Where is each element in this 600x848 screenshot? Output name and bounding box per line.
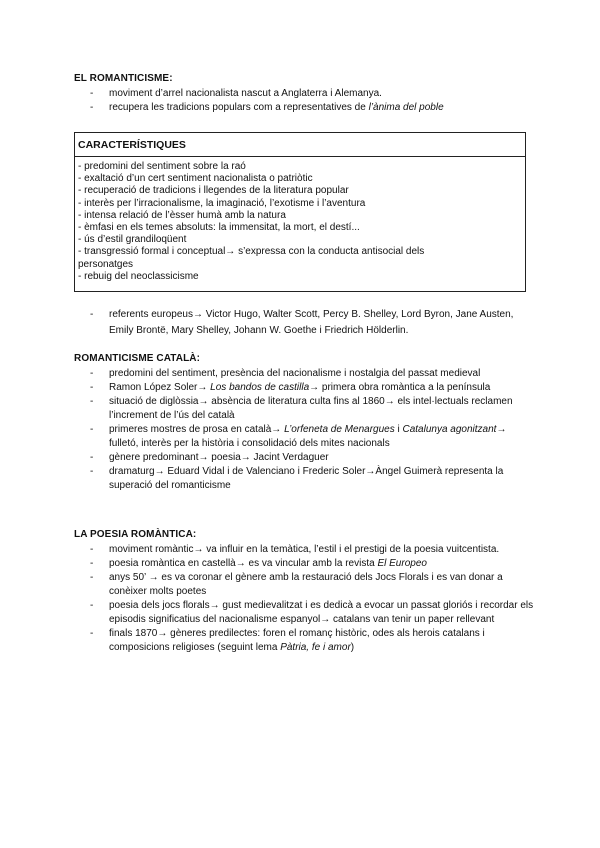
section-heading-catala: ROMANTICISME CATALÀ: [74, 353, 201, 364]
box-lines [75, 157, 525, 283]
list-item: - dramaturg→ Eduard Vidal i de Valenciano i Frederic Soler→Àngel Guimerà representa la superació del romanticisme [74, 465, 534, 493]
box-line: - interès per l’irracionalisme, la imaginació, l’exotisme i l’aventura [78, 197, 366, 209]
section-heading-poesia: LA POESIA ROMÀNTICA: [74, 529, 197, 540]
list-item: - anys 50’ → es va coronar el gènere amb la restauració dels Jocs Florals i es van donar a conèixer molts poetes [74, 571, 534, 599]
list-item: - predomini del sentiment, presència del nacionalisme i nostalgia del passat medieval [74, 367, 534, 381]
box-line: - transgressió formal i conceptual→ s’expressa con la conducta antisocial dels [78, 246, 425, 258]
list-item: - referents europeus→ Victor Hugo, Walter Scott, Percy B. Shelley, Lord Byron, Jane Austen, Emily Brontë, Mary Shelley, Johann W. Goethe i Friedrich Hölderlin. [74, 307, 534, 339]
box-title: CARACTERÍSTIQUES [75, 133, 525, 157]
box-line: - èmfasi en els temes absoluts: la immensitat, la mort, el destí... [78, 222, 360, 234]
box-line: - intensa relació de l’èsser humà amb la natura [78, 209, 286, 221]
poesia-list [74, 543, 534, 655]
list-item: - moviment romàntic→ va influir en la temàtica, l’estil i el prestigi de la poesia vuitcentista. [74, 543, 534, 557]
list-item: - gènere predominant→ poesia→ Jacint Verdaguer [74, 451, 534, 465]
catala-list [74, 367, 534, 493]
list-item: - situació de diglòssia→ absència de literatura culta fins al 1860→ els intel·lectuals reclamen l’increment de l’ús del català [74, 395, 534, 423]
box-line: - recuperació de tradicions i llegendes de la literatura popular [78, 185, 349, 197]
section-heading-romanticisme: EL ROMANTICISME: [74, 73, 173, 84]
list-item: - moviment d’arrel nacionalista nascut a Anglaterra i Alemanya. [74, 87, 534, 101]
list-item: - Ramon López Soler→ Los bandos de castilla→ primera obra romàntica a la península [74, 381, 534, 395]
list-item: - primeres mostres de prosa en català→ L’orfeneta de Menargues i Catalunya agonitzant→ fulletó, interès per la història i consolidació dels mites nacionals [74, 423, 534, 451]
caracteristiques-box [74, 132, 526, 292]
romanticisme-list [74, 87, 534, 115]
list-item: - poesia romàntica en castellà→ es va vincular amb la revista El Europeo [74, 557, 534, 571]
box-line: - rebuig del neoclassicisme [78, 270, 199, 282]
list-item: - finals 1870→ gèneres predilectes: foren el romanç històric, odes als herois catalans i composicions religioses (seguint lema Pàtria, fe i amor) [74, 627, 534, 655]
box-line: personatges [78, 258, 134, 270]
box-line: - ús d’estil grandiloqüent [78, 234, 187, 246]
box-line: - exaltació d’un cert sentiment nacionalista o patriòtic [78, 173, 313, 185]
list-item: - poesia dels jocs florals→ gust medievalitzat i es dedicà a evocar un passat gloriós i recordar els episodis significatius del nacionalisme espanyol→ catalans van tenir un paper rellevant [74, 599, 534, 627]
list-item: - recupera les tradicions populars com a representatives de l’ànima del poble [74, 101, 534, 115]
box-line: - predomini del sentiment sobre la raó [78, 161, 246, 172]
referents-list [74, 307, 534, 339]
